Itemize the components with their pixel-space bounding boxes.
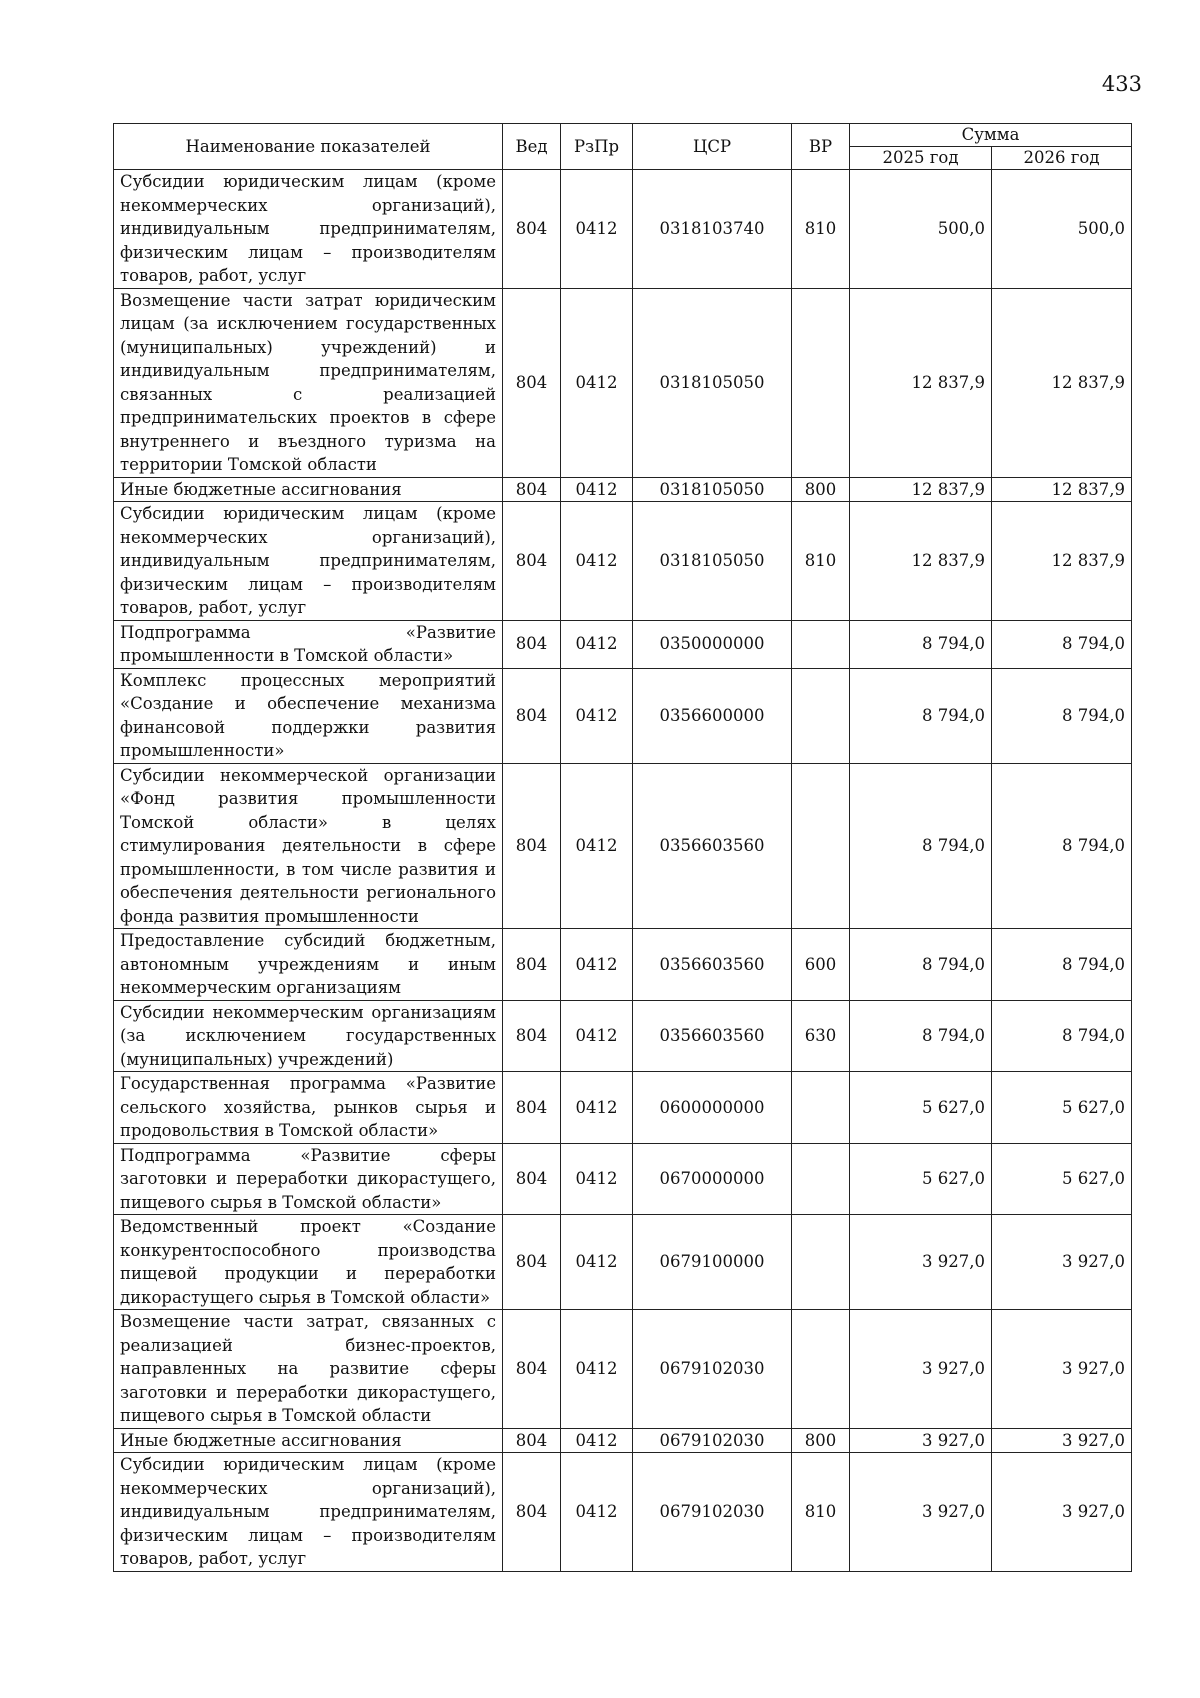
cell-csr: 0356603560 bbox=[633, 1000, 792, 1072]
cell-y2026: 3 927,0 bbox=[992, 1428, 1132, 1453]
cell-ved: 804 bbox=[503, 502, 561, 621]
cell-csr: 0679102030 bbox=[633, 1428, 792, 1453]
header-ved: Вед bbox=[503, 124, 561, 170]
cell-rzpr: 0412 bbox=[561, 1072, 633, 1144]
cell-csr: 0600000000 bbox=[633, 1072, 792, 1144]
cell-y2025: 3 927,0 bbox=[850, 1453, 992, 1572]
cell-rzpr: 0412 bbox=[561, 668, 633, 763]
cell-ved: 804 bbox=[503, 1072, 561, 1144]
cell-name: Подпрограмма «Развитие сферы заготовки и переработки дикорастущего, пищевого сырья в Томской области» bbox=[114, 1143, 503, 1215]
cell-ved: 804 bbox=[503, 929, 561, 1001]
cell-vr: 810 bbox=[792, 1453, 850, 1572]
cell-csr: 0318105050 bbox=[633, 477, 792, 502]
cell-vr bbox=[792, 620, 850, 668]
cell-y2026: 3 927,0 bbox=[992, 1215, 1132, 1310]
cell-rzpr: 0412 bbox=[561, 1453, 633, 1572]
table-row bbox=[114, 1215, 1132, 1310]
cell-rzpr: 0412 bbox=[561, 620, 633, 668]
header-name: Наименование показателей bbox=[114, 124, 503, 170]
table-row bbox=[114, 1453, 1132, 1572]
table-row bbox=[114, 477, 1132, 502]
table-header bbox=[114, 124, 1132, 170]
cell-rzpr: 0412 bbox=[561, 1428, 633, 1453]
cell-rzpr: 0412 bbox=[561, 288, 633, 477]
cell-name: Иные бюджетные ассигнования bbox=[114, 1428, 503, 1453]
cell-csr: 0318103740 bbox=[633, 170, 792, 289]
cell-y2026: 8 794,0 bbox=[992, 620, 1132, 668]
header-rzpr: РзПр bbox=[561, 124, 633, 170]
cell-name: Субсидии юридическим лицам (кроме некоммерческих организаций), индивидуальным предпринимателям, физическим лицам – производителям товаров, работ, услуг bbox=[114, 502, 503, 621]
budget-table bbox=[113, 123, 1132, 1572]
cell-ved: 804 bbox=[503, 288, 561, 477]
cell-name: Предоставление субсидий бюджетным, автономным учреждениям и иным некоммерческим организациям bbox=[114, 929, 503, 1001]
cell-rzpr: 0412 bbox=[561, 1310, 633, 1429]
cell-y2026: 12 837,9 bbox=[992, 477, 1132, 502]
cell-name: Субсидии юридическим лицам (кроме некоммерческих организаций), индивидуальным предпринимателям, физическим лицам – производителям товаров, работ, услуг bbox=[114, 1453, 503, 1572]
table-row bbox=[114, 668, 1132, 763]
table-body bbox=[114, 170, 1132, 1572]
cell-name: Комплекс процессных мероприятий «Создание и обеспечение механизма финансовой поддержки развития промышленности» bbox=[114, 668, 503, 763]
cell-y2025: 500,0 bbox=[850, 170, 992, 289]
cell-ved: 804 bbox=[503, 763, 561, 929]
page-number: 433 bbox=[1101, 72, 1142, 96]
cell-name: Ведомственный проект «Создание конкурентоспособного производства пищевой продукции и переработки дикорастущего сырья в Томской области» bbox=[114, 1215, 503, 1310]
cell-y2025: 5 627,0 bbox=[850, 1143, 992, 1215]
table-row bbox=[114, 1310, 1132, 1429]
cell-vr bbox=[792, 1143, 850, 1215]
cell-vr bbox=[792, 763, 850, 929]
table-row bbox=[114, 620, 1132, 668]
cell-csr: 0350000000 bbox=[633, 620, 792, 668]
cell-ved: 804 bbox=[503, 668, 561, 763]
table-row bbox=[114, 1000, 1132, 1072]
cell-vr bbox=[792, 1310, 850, 1429]
cell-name: Подпрограмма «Развитие промышленности в Томской области» bbox=[114, 620, 503, 668]
header-csr: ЦСР bbox=[633, 124, 792, 170]
cell-rzpr: 0412 bbox=[561, 929, 633, 1001]
cell-ved: 804 bbox=[503, 477, 561, 502]
cell-ved: 804 bbox=[503, 1428, 561, 1453]
cell-ved: 804 bbox=[503, 1000, 561, 1072]
cell-vr: 630 bbox=[792, 1000, 850, 1072]
cell-csr: 0318105050 bbox=[633, 288, 792, 477]
header-vr: ВР bbox=[792, 124, 850, 170]
cell-y2025: 3 927,0 bbox=[850, 1215, 992, 1310]
cell-y2025: 12 837,9 bbox=[850, 288, 992, 477]
cell-csr: 0356600000 bbox=[633, 668, 792, 763]
header-sum: Сумма bbox=[850, 124, 1132, 147]
table-row bbox=[114, 1143, 1132, 1215]
cell-ved: 804 bbox=[503, 1215, 561, 1310]
cell-y2025: 8 794,0 bbox=[850, 1000, 992, 1072]
cell-csr: 0318105050 bbox=[633, 502, 792, 621]
cell-y2026: 12 837,9 bbox=[992, 288, 1132, 477]
cell-y2025: 8 794,0 bbox=[850, 763, 992, 929]
cell-y2026: 8 794,0 bbox=[992, 929, 1132, 1001]
cell-rzpr: 0412 bbox=[561, 477, 633, 502]
cell-ved: 804 bbox=[503, 1453, 561, 1572]
cell-vr: 800 bbox=[792, 477, 850, 502]
cell-csr: 0679102030 bbox=[633, 1310, 792, 1429]
cell-y2026: 3 927,0 bbox=[992, 1310, 1132, 1429]
cell-y2026: 3 927,0 bbox=[992, 1453, 1132, 1572]
table-row bbox=[114, 288, 1132, 477]
cell-y2026: 8 794,0 bbox=[992, 763, 1132, 929]
table-row bbox=[114, 1428, 1132, 1453]
table-row bbox=[114, 763, 1132, 929]
cell-csr: 0670000000 bbox=[633, 1143, 792, 1215]
cell-y2025: 12 837,9 bbox=[850, 477, 992, 502]
cell-vr bbox=[792, 1215, 850, 1310]
cell-y2025: 3 927,0 bbox=[850, 1428, 992, 1453]
cell-y2025: 8 794,0 bbox=[850, 620, 992, 668]
cell-vr bbox=[792, 288, 850, 477]
cell-csr: 0679100000 bbox=[633, 1215, 792, 1310]
cell-name: Государственная программа «Развитие сельского хозяйства, рынков сырья и продовольствия в Томской области» bbox=[114, 1072, 503, 1144]
cell-vr bbox=[792, 1072, 850, 1144]
cell-name: Субсидии некоммерческим организациям (за исключением государственных (муниципальных) учреждений) bbox=[114, 1000, 503, 1072]
table-row bbox=[114, 170, 1132, 289]
cell-name: Субсидии некоммерческой организации «Фонд развития промышленности Томской области» в целях стимулирования деятельности в сфере промышленности, в том числе развития и обеспечения деятельности регионального фонда развития промышленности bbox=[114, 763, 503, 929]
cell-rzpr: 0412 bbox=[561, 1000, 633, 1072]
cell-y2025: 8 794,0 bbox=[850, 668, 992, 763]
cell-y2025: 5 627,0 bbox=[850, 1072, 992, 1144]
header-year-2026: 2026 год bbox=[992, 147, 1132, 170]
cell-vr: 810 bbox=[792, 170, 850, 289]
cell-rzpr: 0412 bbox=[561, 170, 633, 289]
cell-y2026: 500,0 bbox=[992, 170, 1132, 289]
cell-csr: 0679102030 bbox=[633, 1453, 792, 1572]
cell-name: Иные бюджетные ассигнования bbox=[114, 477, 503, 502]
cell-rzpr: 0412 bbox=[561, 1143, 633, 1215]
cell-rzpr: 0412 bbox=[561, 763, 633, 929]
cell-y2025: 8 794,0 bbox=[850, 929, 992, 1001]
cell-ved: 804 bbox=[503, 620, 561, 668]
cell-csr: 0356603560 bbox=[633, 763, 792, 929]
cell-y2026: 5 627,0 bbox=[992, 1072, 1132, 1144]
cell-vr bbox=[792, 668, 850, 763]
cell-y2025: 3 927,0 bbox=[850, 1310, 992, 1429]
cell-y2026: 5 627,0 bbox=[992, 1143, 1132, 1215]
cell-y2026: 12 837,9 bbox=[992, 502, 1132, 621]
cell-vr: 600 bbox=[792, 929, 850, 1001]
cell-csr: 0356603560 bbox=[633, 929, 792, 1001]
cell-y2026: 8 794,0 bbox=[992, 668, 1132, 763]
cell-y2026: 8 794,0 bbox=[992, 1000, 1132, 1072]
table-row bbox=[114, 1072, 1132, 1144]
cell-name: Возмещение части затрат, связанных с реализацией бизнес-проектов, направленных на развитие сферы заготовки и переработки дикорастущего, пищевого сырья в Томской области bbox=[114, 1310, 503, 1429]
cell-ved: 804 bbox=[503, 1310, 561, 1429]
cell-ved: 804 bbox=[503, 170, 561, 289]
cell-rzpr: 0412 bbox=[561, 1215, 633, 1310]
cell-vr: 810 bbox=[792, 502, 850, 621]
header-year-2025: 2025 год bbox=[850, 147, 992, 170]
cell-name: Субсидии юридическим лицам (кроме некоммерческих организаций), индивидуальным предпринимателям, физическим лицам – производителям товаров, работ, услуг bbox=[114, 170, 503, 289]
table-row bbox=[114, 929, 1132, 1001]
cell-vr: 800 bbox=[792, 1428, 850, 1453]
cell-y2025: 12 837,9 bbox=[850, 502, 992, 621]
table-row bbox=[114, 502, 1132, 621]
cell-ved: 804 bbox=[503, 1143, 561, 1215]
cell-name: Возмещение части затрат юридическим лицам (за исключением государственных (муниципальных) учреждений) и индивидуальным предпринимателям, связанных с реализацией предпринимательских проектов в сфере внутреннего и въездного туризма на территории Томской области bbox=[114, 288, 503, 477]
cell-rzpr: 0412 bbox=[561, 502, 633, 621]
